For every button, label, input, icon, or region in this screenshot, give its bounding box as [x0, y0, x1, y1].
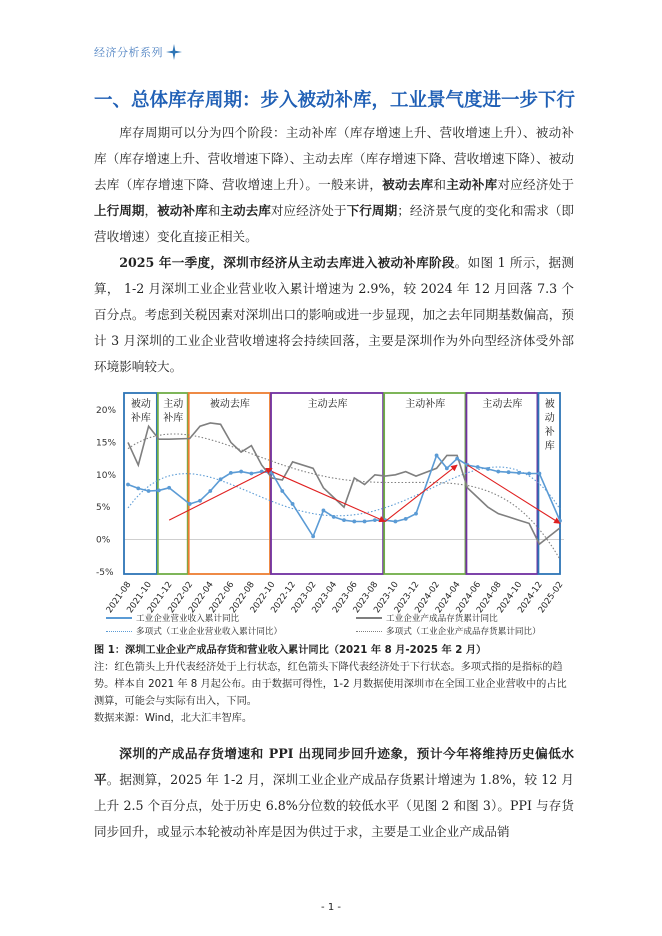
- bold-run: 被动去库: [382, 177, 434, 192]
- text-run: 。据测算，2025 年 1-2 月，深圳工业企业产成品存货累计增速为 1.8%，较 12 月上升 2.5 个百分点，处于历史 6.8%分位数的较低水平（见图 2 和图 3）。PPI 与存货同步回升，或显示本轮被动补库是因为供过于求，主要是工业企业产成品销: [94, 772, 574, 839]
- revenue-point: [332, 515, 336, 519]
- x-tick-label: 2024-02: [413, 579, 443, 616]
- revenue-point: [147, 489, 151, 493]
- revenue-point: [167, 486, 171, 490]
- revenue-point: [291, 502, 295, 506]
- phase-label: 被: [544, 399, 555, 410]
- revenue-point: [157, 488, 161, 492]
- text-run: 对应经济处于: [497, 177, 575, 192]
- x-tick-label: 2024-04: [433, 579, 463, 616]
- legend-revenue-swatch: [106, 617, 132, 619]
- x-tick-label: 2021-10: [125, 579, 155, 616]
- figure-caption-title: 图 1：深圳工业企业产成品存货和营业收入累计同比（2021 年 8 月-2025 年 2 月）: [94, 645, 487, 656]
- text-run: ；经济景气度的变化和需求（即营收增速）变化直接正相关。: [94, 203, 575, 244]
- text-run: 和: [207, 203, 221, 218]
- revenue-point: [414, 512, 418, 516]
- x-tick-label: 2025-02: [536, 579, 566, 616]
- paragraph-1-text: [94, 120, 574, 250]
- paragraph-3: [94, 741, 574, 845]
- revenue-point: [476, 465, 480, 469]
- phase-box: [384, 393, 465, 574]
- revenue-point: [208, 489, 212, 493]
- figure-source: 数据来源：Wind，北大汇丰智库。: [94, 713, 253, 724]
- figure-1-chart: [94, 388, 570, 640]
- bold-run: 主动补库: [446, 177, 498, 192]
- bold-run: 2025 年一季度，深圳市经济从主动去库进入被动补库阶段: [119, 255, 455, 270]
- revenue-point: [517, 471, 521, 475]
- x-tick-label: 2022-12: [269, 579, 299, 616]
- series-label-text: 经济分析系列: [94, 46, 163, 59]
- y-tick-label: -5%: [96, 568, 114, 578]
- legend-inventory-label: 工业企业产成品存货累计同比: [386, 614, 498, 624]
- x-tick-label: 2023-10: [372, 579, 401, 616]
- legend-revenue-trend-swatch: [106, 631, 132, 632]
- section-title: 一、总体库存周期：步入被动补库，工业景气度进一步下行: [94, 90, 576, 111]
- bold-run: 上行周期: [94, 203, 145, 218]
- text-run: 和: [433, 177, 447, 192]
- legend-inventory-trend-swatch: [356, 631, 382, 632]
- revenue-point: [486, 467, 490, 471]
- x-tick-label: 2021-08: [104, 579, 134, 616]
- revenue-point: [435, 453, 439, 457]
- sparkle-icon: [166, 44, 182, 60]
- revenue-point: [219, 477, 223, 481]
- revenue-point: [507, 470, 511, 474]
- text-run: 对应经济处于: [270, 203, 347, 218]
- bold-run: 深圳的产成品存货增速和 PPI 出现同步回升迹象，预计今年将维持历史偏低水平: [94, 746, 574, 787]
- revenue-point: [198, 499, 202, 503]
- revenue-point: [445, 466, 449, 470]
- legend-inventory: [356, 612, 498, 624]
- legend-inventory-swatch: [356, 617, 382, 619]
- x-tick-label: 2022-10: [248, 579, 278, 616]
- x-tick-label: 2024-08: [474, 579, 504, 616]
- revenue-point: [373, 518, 377, 522]
- paragraph-1: [94, 120, 574, 250]
- revenue-point: [394, 520, 398, 524]
- y-tick-label: 15%: [96, 438, 117, 449]
- phase-label: 补库: [130, 413, 151, 424]
- revenue-point: [496, 470, 500, 474]
- x-tick-label: 2022-02: [166, 579, 196, 616]
- x-tick-label: 2022-04: [186, 579, 216, 616]
- inventory-trend-line: [128, 434, 560, 559]
- phase-label: 主动去库: [482, 399, 523, 410]
- x-tick-label: 2023-12: [392, 579, 422, 616]
- x-tick-label: 2021-12: [145, 579, 175, 616]
- revenue-point: [538, 472, 542, 476]
- revenue-point: [311, 534, 315, 538]
- x-tick-label: 2022-06: [207, 579, 237, 616]
- revenue-point: [126, 483, 130, 487]
- figure-note: 注：红色箭头上升代表经济处于上行状态，红色箭头下降代表经济处于下行状态。多项式指的是指标的趋势。样本自 2021 年 8 月起公布。由于数据可得性，1-2 月数据使用深圳市在全国工业企业营收中的占比测算，可能会与实际有出入，下同。: [94, 662, 567, 707]
- bold-run: 主动去库: [220, 203, 271, 218]
- legend-revenue-label: 工业企业营业收入累计同比: [136, 614, 240, 624]
- trend-arrow: [169, 468, 272, 520]
- phase-label: 动: [544, 413, 555, 424]
- y-tick-label: 20%: [96, 406, 117, 416]
- y-tick-label: 0%: [96, 535, 111, 546]
- series-label: [94, 44, 182, 60]
- x-tick-label: 2023-02: [289, 579, 319, 616]
- phase-label: 被动: [130, 399, 151, 410]
- x-tick-label: 2022-08: [228, 579, 257, 616]
- y-tick-label: 10%: [96, 470, 117, 481]
- text-run: 库存周期可以分为四个阶段：主动补库（库存增速上升、营收增速上升）、被动补库（库存增速上升、营收增速下降）、主动去库（库存增速下降、营收增速下降）、被动去库（库存增速下降、营收增速上升）。一般来讲，: [94, 125, 574, 192]
- revenue-point: [239, 470, 243, 474]
- revenue-point: [188, 502, 192, 506]
- revenue-point: [404, 517, 408, 521]
- figure-caption: [94, 642, 574, 727]
- page-number: - 1 -: [321, 902, 341, 913]
- revenue-line: [128, 455, 560, 536]
- phase-box: [466, 393, 537, 574]
- trend-arrow: [467, 465, 560, 523]
- bold-run: 被动补库: [157, 203, 208, 218]
- x-tick-label: 2023-06: [330, 579, 360, 616]
- revenue-point: [250, 472, 254, 476]
- revenue-point: [270, 471, 274, 475]
- legend-revenue-trend: [106, 625, 282, 637]
- x-tick-label: 2024-06: [454, 579, 484, 616]
- revenue-point: [136, 487, 140, 491]
- x-tick-label: 2024-10: [495, 579, 525, 616]
- revenue-point: [322, 509, 326, 513]
- chart-svg: [94, 388, 570, 640]
- revenue-point: [280, 489, 284, 493]
- x-tick-label: 2023-04: [310, 579, 340, 616]
- revenue-point: [342, 518, 346, 522]
- paragraph-2-text: [94, 250, 574, 380]
- phase-label: 库: [544, 441, 555, 452]
- text-run: 。如图 1 所示，据测算， 1-2 月深圳工业企业营业收入累计增速为 2.9%，较 2024 年 12 月回落 7.3 个百分点。考虑到关税因素对深圳出口的影响或进一步显现，加之去年同期基数偏高，预计 3 月深圳的工业企业营收增速将会持续回落，主要是深圳作为外向型经济体受外部环境影响较大。: [94, 255, 574, 374]
- x-tick-label: 2023-08: [351, 579, 381, 616]
- text-run: ，: [144, 203, 158, 218]
- bold-run: 下行周期: [346, 203, 398, 218]
- revenue-point: [363, 520, 367, 524]
- paragraph-3-text: [94, 741, 574, 845]
- phase-label: 主动去库: [307, 399, 348, 410]
- legend-revenue-trend-label: 多项式（工业企业营业收入累计同比）: [136, 627, 283, 637]
- paragraph-2: [94, 250, 574, 380]
- phase-label: 主动: [163, 399, 184, 410]
- inventory-line: [128, 423, 560, 544]
- legend-inventory-trend-label: 多项式（工业企业产成品存货累计同比）: [386, 627, 541, 637]
- phase-label: 补库: [163, 413, 184, 424]
- revenue-point: [352, 520, 356, 524]
- revenue-point: [455, 457, 459, 461]
- y-tick-label: 5%: [96, 503, 111, 514]
- x-tick-label: 2024-12: [516, 579, 545, 616]
- legend-inventory-trend: [356, 625, 541, 637]
- phase-label: 补: [544, 427, 555, 438]
- phase-box: [189, 393, 270, 574]
- phase-label: 被动去库: [209, 399, 250, 410]
- revenue-point: [229, 471, 233, 475]
- legend-revenue: [106, 612, 239, 624]
- revenue-point: [527, 472, 531, 476]
- phase-label: 主动补库: [405, 399, 446, 410]
